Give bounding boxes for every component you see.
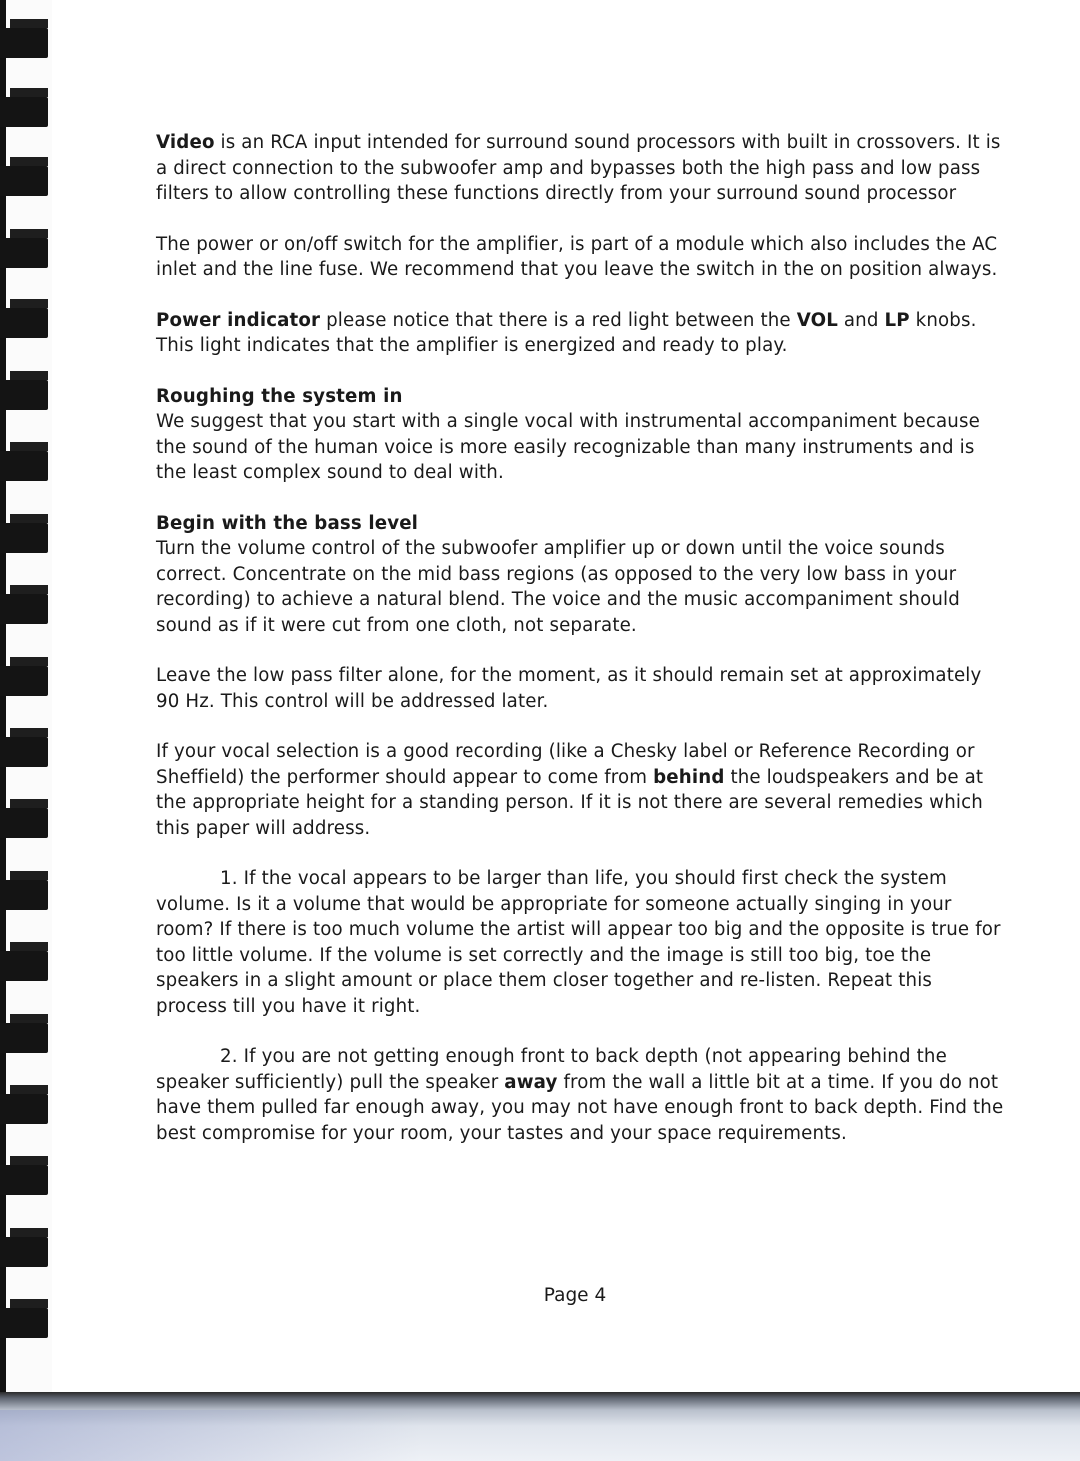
power-indicator-lead: Power indicator — [156, 309, 321, 331]
bass-text: Turn the volume control of the subwoofer amplifier up or down until the voice sounds correct. Concentrate on the mid bass regions (as opposed to the very low bass in your recording) to achieve a natural blend. The voice and the music accompaniment should sound as if it were cut from one cloth, not separate. — [156, 538, 960, 636]
roughing-text: We suggest that you start with a single vocal with instrumental accompaniment because the sound of the human voice is more easily recognizable than many instruments and is the least complex sound to deal with. — [156, 411, 980, 483]
page-number: Page 4 — [543, 1285, 607, 1306]
video-lead: Video — [156, 132, 215, 153]
vol-label: VOL — [796, 309, 838, 331]
page-bottom-shadow — [0, 1392, 1080, 1461]
bass-paragraph — [156, 511, 1004, 639]
binding-tooth — [0, 308, 48, 338]
binding-tooth — [0, 594, 48, 624]
item-1-number: 1. — [220, 868, 238, 889]
binding-tooth — [0, 1023, 48, 1053]
power-indicator-text-b: and — [837, 309, 885, 331]
roughing-paragraph — [156, 384, 1004, 486]
list-item-1 — [156, 866, 1004, 1019]
low-pass-text: Leave the low pass filter alone, for the moment, as it should remain set at approximately 90 Hz. This control will be addressed later. — [156, 665, 982, 712]
away-emphasis: away — [504, 1071, 558, 1093]
item-2-number: 2. — [220, 1046, 238, 1067]
power-switch-paragraph — [156, 232, 1004, 283]
vocal-text-a: If your vocal selection is a good recording (like a Chesky label or Reference Recording or Sheffield) the performer should appear to come from — [156, 741, 975, 788]
power-indicator-paragraph — [156, 308, 1004, 359]
binding-tooth — [0, 737, 48, 767]
lp-label: LP — [884, 309, 910, 331]
power-indicator-text-c: knobs. This light indicates that the amplifier is energized and ready to play. — [156, 309, 977, 356]
item-2-text-a: If you are not getting enough front to back depth (not appearing behind the speaker sufficiently) pull the speaker — [156, 1046, 947, 1093]
binding-tooth — [0, 28, 48, 58]
binding-tooth — [0, 666, 48, 696]
binding-tooth — [0, 880, 48, 910]
binding-tooth — [0, 523, 48, 553]
binding-tooth — [0, 97, 48, 127]
page-body — [156, 130, 1004, 1171]
binding-tooth — [0, 451, 48, 481]
spiral-binding — [0, 0, 52, 1395]
power-switch-text: The power or on/off switch for the amplifier, is part of a module which also includes the AC inlet and the line fuse. We recommend that you leave the switch in the on position always. — [156, 233, 998, 280]
shadow-tone — [0, 1410, 420, 1461]
video-text: is an RCA input intended for surround sound processors with built in crossovers. It is a direct connection to the subwoofer amp and bypasses both the high pass and low pass filters to allow controlling these functions directly from your surround sound processor — [156, 132, 1001, 204]
vocal-paragraph — [156, 739, 1004, 841]
binding-tooth — [0, 1308, 48, 1338]
binding-tooth — [0, 166, 48, 196]
binding-tooth — [0, 380, 48, 410]
bass-heading: Begin with the bass level — [156, 512, 419, 534]
item-2-text-b: from the wall a little bit at a time. If you do not have them pulled far enough away, you may not have enough front to back depth. Find the best compromise for your room, your tastes and your space requirements. — [156, 1071, 1004, 1144]
video-paragraph — [156, 130, 1004, 207]
power-indicator-text-a: please notice that there is a red light between the — [320, 309, 797, 331]
item-1-text: If the vocal appears to be larger than life, you should first check the system volume. Is it a volume that would be appropriate for someone actually singing in your room? If there is too much volume the artist will appear too big and the opposite is true for too little volume. If the volume is set correctly and the image is still too big, toe the speakers in a slight amount or place them closer together and re-listen. Repeat this process till you have it right. — [156, 868, 1001, 1017]
binding-tooth — [0, 1094, 48, 1124]
roughing-heading: Roughing the system in — [156, 385, 403, 407]
binding-tooth — [0, 238, 48, 268]
list-item-2 — [156, 1044, 1004, 1146]
vocal-text-b: the loudspeakers and be at the appropriate height for a standing person. If it is not there are several remedies which this paper will address. — [156, 766, 984, 839]
binding-tooth — [0, 1237, 48, 1267]
low-pass-paragraph — [156, 663, 1004, 714]
binding-tooth — [0, 808, 48, 838]
binding-tooth — [0, 951, 48, 981]
behind-emphasis: behind — [653, 766, 725, 788]
binding-tooth — [0, 1165, 48, 1195]
